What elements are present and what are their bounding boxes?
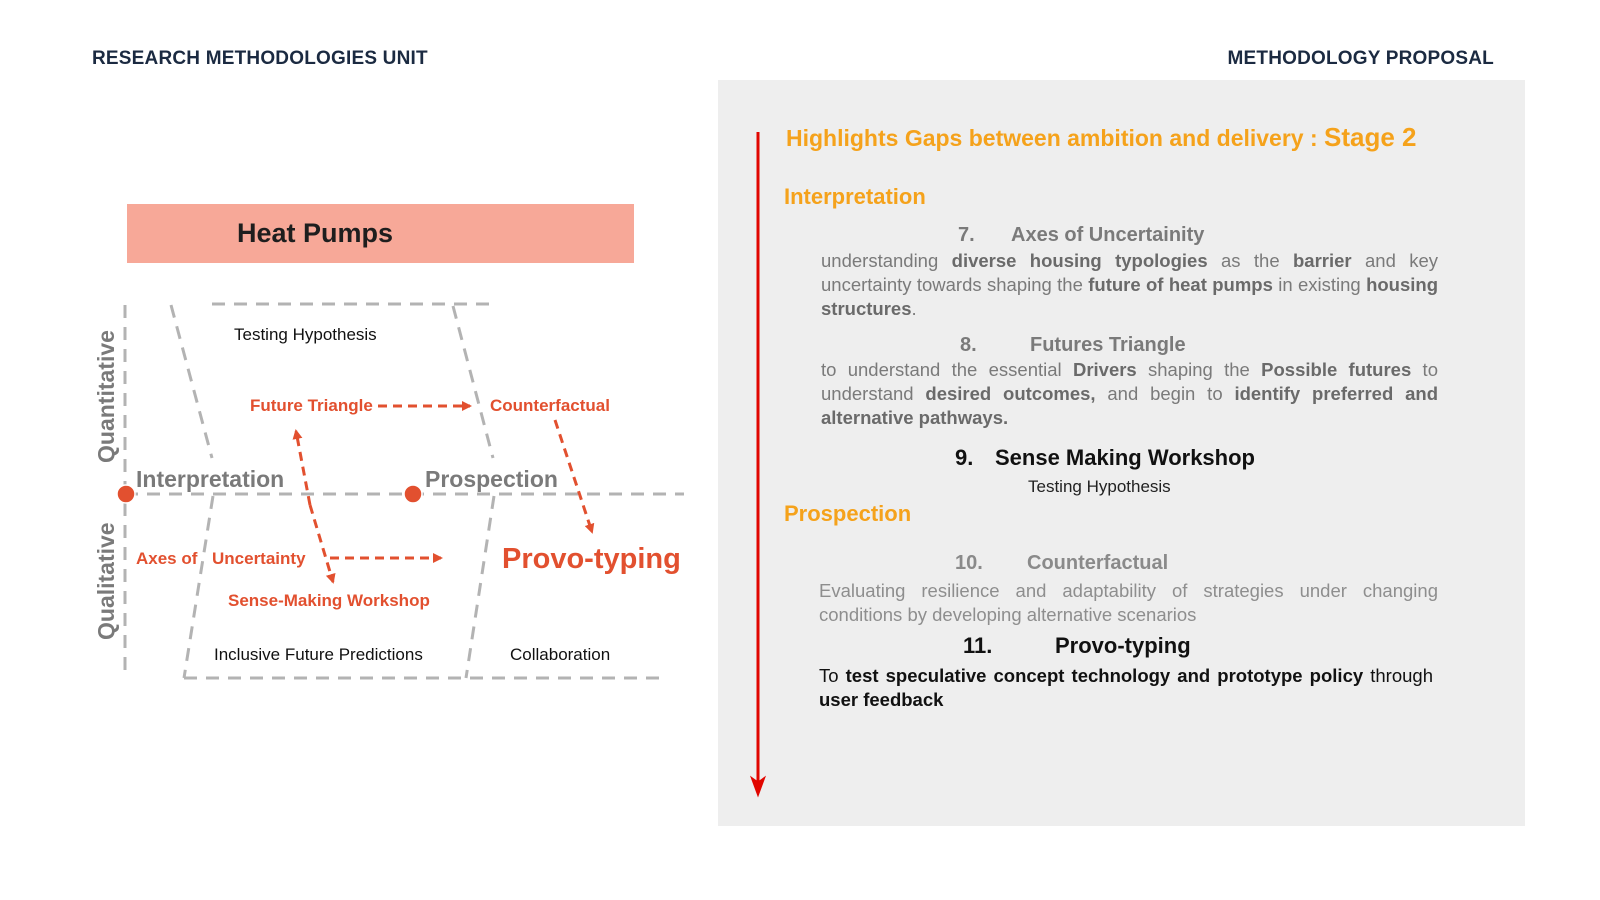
label-sense-making-workshop: Sense-Making Workshop — [228, 591, 430, 610]
label-counterfactual: Counterfactual — [490, 396, 610, 415]
methodology-diagram — [0, 0, 700, 900]
label-testing-hypothesis: Testing Hypothesis — [234, 325, 377, 344]
step-10-description: Evaluating resilience and adaptability of strategies under changing conditions by developing alternative scenarios — [819, 580, 1438, 625]
label-prospection: Prospection — [425, 466, 558, 492]
step-9-title: Sense Making Workshop — [995, 445, 1255, 470]
step-11-title: Provo-typing — [1055, 633, 1191, 658]
step-10-heading — [955, 552, 1355, 578]
header-left-title: RESEARCH METHODOLOGIES UNIT — [92, 48, 428, 69]
label-inclusive-future-predictions: Inclusive Future Predictions — [214, 645, 423, 664]
section-interpretation: Interpretation — [784, 184, 926, 209]
step-10-title: Counterfactual — [1027, 552, 1169, 574]
timeline-arrow — [718, 80, 778, 826]
label-uncertainty: Uncertainty — [212, 549, 306, 568]
panel-heading-text: Highlights Gaps between ambition and delivery : — [786, 125, 1325, 151]
prospection-dot — [404, 485, 422, 503]
step-11-number: 11. — [963, 633, 993, 658]
panel-heading-stage: Stage 2 — [1324, 122, 1417, 152]
bottom-left-slant — [184, 496, 213, 678]
top-right-slant — [453, 306, 493, 458]
title-bar — [127, 204, 634, 263]
step-8-number: 8. — [960, 334, 977, 356]
step-10-number: 10. — [955, 552, 983, 574]
interpretation-dot — [117, 485, 135, 503]
label-axes-of: Axes of — [136, 549, 198, 568]
axis-label-quantitative: Quantitative — [93, 330, 119, 463]
axis-label-qualitative: Qualitative — [93, 522, 119, 640]
arrow-down-to-sense-making — [310, 505, 333, 582]
step-7-description: understanding diverse housing typologies as the barrier and key uncertainty towards shaping the future of heat pumps in existing housing structures. — [821, 250, 1439, 319]
bottom-right-slant — [466, 496, 494, 678]
step-8-heading — [960, 334, 1360, 360]
step-7-title: Axes of Uncertainity — [1011, 224, 1205, 246]
step-11-description: To test speculative concept technology and prototype policy through user feedback — [819, 665, 1433, 710]
step-7-heading — [958, 224, 1358, 250]
label-collaboration: Collaboration — [510, 645, 611, 664]
step-9-number: 9. — [955, 445, 974, 470]
step-8-title: Futures Triangle — [1030, 334, 1186, 356]
label-future-triangle: Future Triangle — [250, 396, 373, 415]
label-interpretation: Interpretation — [136, 466, 285, 492]
step-9-heading — [955, 445, 1355, 475]
step-7-number: 7. — [958, 224, 975, 246]
section-prospection: Prospection — [784, 501, 912, 526]
header-right-title: METHODOLOGY PROPOSAL — [1227, 48, 1494, 69]
step-8-description: to understand the essential Drivers shaping the Possible futures to understand desired outcomes, and begin to identify preferred and alternative pathways. — [821, 359, 1438, 428]
top-left-slant — [171, 305, 212, 458]
step-9-subtitle: Testing Hypothesis — [1028, 477, 1171, 496]
arrow-counterfactual-to-provotyping — [555, 420, 592, 532]
methodology-panel — [718, 80, 1525, 826]
label-provo-typing: Provo-typing — [502, 543, 681, 575]
diagram-title: Heat Pumps — [237, 218, 394, 248]
panel-heading — [786, 122, 1417, 153]
step-11-heading — [963, 633, 1363, 663]
